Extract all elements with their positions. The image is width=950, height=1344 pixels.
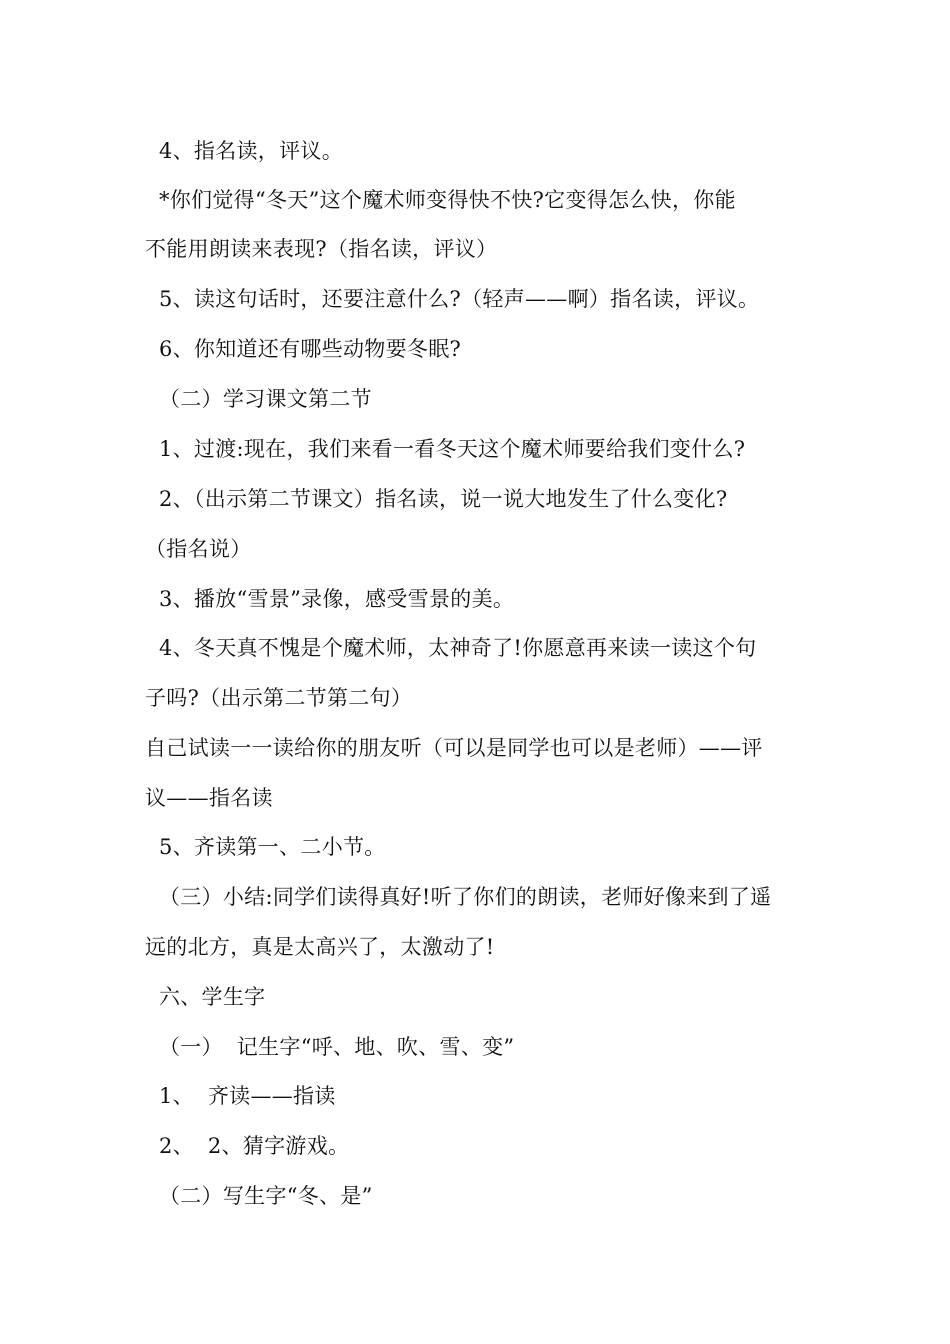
text-line: 6、你知道还有哪些动物要冬眠? bbox=[145, 337, 462, 361]
text-line: 2、 2、猜字游戏。 bbox=[145, 1134, 350, 1158]
text-line: 5、读这句话时，还要注意什么?（轻声——啊）指名读，评议。 bbox=[145, 287, 760, 311]
section-heading: （二）学习课文第二节 bbox=[145, 387, 372, 411]
text-line: 远的北方，真是太高兴了，太激动了! bbox=[145, 935, 495, 959]
text-line: （指名说） bbox=[145, 537, 252, 561]
section-heading: （二）写生字“冬、是” bbox=[145, 1184, 373, 1208]
text-line: 议——指名读 bbox=[145, 786, 273, 810]
section-heading: （一） 记生字“呼、地、吹、雪、变” bbox=[145, 1035, 515, 1059]
text-line: *你们觉得“冬天”这个魔术师变得快不快?它变得怎么快，你能 bbox=[145, 188, 736, 212]
text-line: 自己试读一一读给你的朋友听（可以是同学也可以是老师）——评 bbox=[145, 736, 763, 760]
text-line: 2、（出示第二节课文）指名读，说一说大地发生了什么变化? bbox=[145, 487, 728, 511]
text-line: 子吗?（出示第二节第二句） bbox=[145, 686, 413, 710]
text-line: 1、 齐读——指读 bbox=[145, 1084, 336, 1108]
text-line: （三）小结:同学们读得真好!听了你们的朗读，老师好像来到了遥 bbox=[145, 885, 772, 909]
text-line: 3、播放“雪景”录像，感受雪景的美。 bbox=[145, 587, 515, 611]
text-line: 5、齐读第一、二小节。 bbox=[145, 835, 386, 859]
section-heading: 六、学生字 bbox=[145, 985, 266, 1009]
text-line: 不能用朗读来表现?（指名读，评议） bbox=[145, 237, 498, 261]
text-line: 4、指名读，评议。 bbox=[145, 139, 344, 163]
text-line: 4、冬天真不愧是个魔术师，太神奇了!你愿意再来读一读这个句 bbox=[145, 636, 757, 660]
text-line: 1、过渡:现在，我们来看一看冬天这个魔术师要给我们变什么? bbox=[145, 437, 746, 461]
